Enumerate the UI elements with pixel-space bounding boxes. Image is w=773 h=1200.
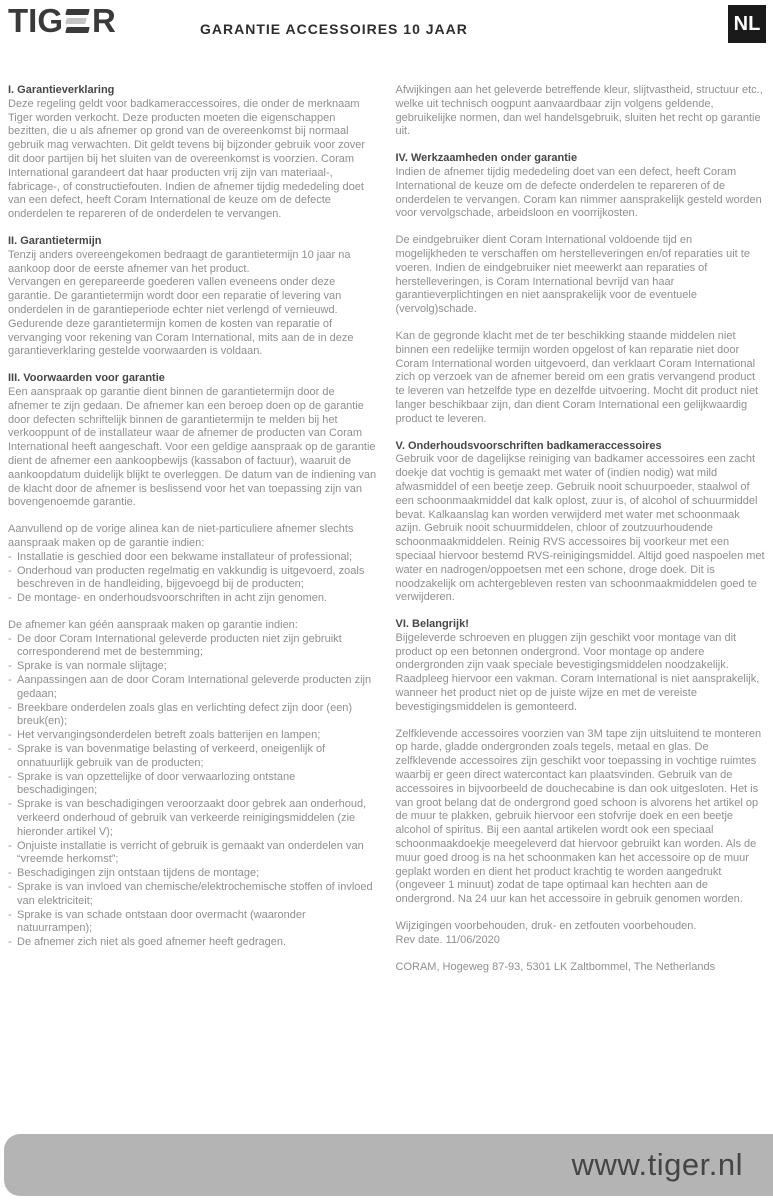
paragraph: De eindgebruiker dient Coram International voldoende tijd en mogelijkheden te verschaffen om herstelleveringen en/of reparaties uit te voeren. Indien de eindgebruiker niet meewerkt aan reparaties of herstelleveringen, is Coram International bevrijd van haar garantieverplichtingen en niet aansprakelijk voor de eventuele (vervolg)schade. <box>395 234 750 316</box>
list-item: - Sprake is van opzettelijke of door verwaarlozing ontstane beschadigingen; <box>8 771 378 799</box>
list-item: - Aanpassingen aan de door Coram International geleverde producten zijn gedaan; <box>8 674 378 702</box>
blank-line <box>396 605 766 618</box>
paragraph: Vervangen en gerepareerde goederen vallen eveneens onder deze garantie. De garantietermijn wordt door een reparatie of levering van onderdelen in de garantieperiode echter niet verlengd of vernieuwd. <box>8 276 342 316</box>
paragraph: Gebruik voor de dagelijkse reiniging van badkamer accessoires een zacht doekje dat vochtig is gemaakt met water of (indien nodig) wat mild afwasmiddel of een beetje zeep. Gebruik nooit schuurpoeder, staalwol of een schoonmaakmiddel dat kalk oplost, zuur is, of alcohol of schuurmiddel bevat. Kalkaanslag kan worden verwijderd met water met schoonmaak azijn. Gebruik nooit schuurmiddelen, chloor of zoutzuurhoudende schoonmaakmiddelen. Reinig RVS accessoires bij voorkeur met een speciaal hiervoor bestemd RVS-reinigingsmiddel. Altijd goed naspoelen met water en nadrogen/oppoetsen met een schone, droge doek. Dit is noodzakelijk om achtergebleven resten van schoonmaakmiddelen goed te verwijderen. <box>395 453 765 604</box>
blank-line <box>8 359 378 372</box>
blank-line <box>8 606 378 619</box>
list-item: - Sprake is van schade ontstaan door overmacht (waaronder natuurrampen); <box>8 909 378 937</box>
logo-bar-bottom <box>65 27 89 33</box>
list-item: - De montage- en onderhoudsvoorschriften in acht zijn genomen. <box>8 592 378 606</box>
blank-line <box>8 510 378 523</box>
list-item: - Sprake is van bovenmatige belasting of verkeerd, oneigenlijk of onnatuurlijk gebruik van de producten; <box>8 743 378 771</box>
logo-bar-middle <box>65 18 86 24</box>
list-item: - Onderhoud van producten regelmatig en vakkundig is uitgevoerd, zoals beschreven in de handleiding, bijgevoegd bij de producten; <box>8 565 378 593</box>
paragraph: Een aanspraak op garantie dient binnen de garantietermijn door de afnemer te zijn gedaan. De afnemer kan een beroep doen op de garantie door defecten schriftelijk binnen de garantietermijn te melden bij het verkooppunt of de installateur waar de afnemer de producten van Coram International heeft aangeschaft. Voor een geldige aanspraak op de garantie dient de afnemer een aankoopbewijs (kassabon of factuur), waaruit de aankoopdatum duidelijk blijkt te overleggen. De datum van de indiening van de klacht door de afnemer is beslissend voor het van toepassing zijn van bovengenoemde garantie. <box>8 385 377 509</box>
paragraph: De afnemer kan géén aanspraak maken op garantie indien: <box>8 618 298 631</box>
paragraph: Gedurende deze garantietermijn komen de kosten van reparatie of vervanging voor rekening van Coram International, mits aan de in deze garantieverklaring gestelde voorwaarden is voldaan. <box>8 317 354 358</box>
section-heading: III. Voorwaarden voor garantie <box>8 372 165 385</box>
document-header <box>0 0 773 50</box>
tiger-logo <box>8 4 116 37</box>
paragraph: Wijzigingen voorbehouden, druk- en zetfouten voorbehouden. <box>395 920 697 933</box>
logo-bar-top <box>65 9 89 15</box>
list-item: - Onjuiste installatie is verricht of gebruik is gemaakt van onderdelen van “vreemde herkomst”; <box>8 840 378 868</box>
paragraph: Rev date. 11/06/2020 <box>395 933 500 946</box>
blank-line <box>396 139 766 152</box>
conditions-list <box>8 633 378 950</box>
language-badge: NL <box>728 5 766 43</box>
list-item: - Installatie is geschied door een bekwame installateur of professional; <box>8 551 378 565</box>
paragraph: Bijgeleverde schroeven en pluggen zijn geschikt voor montage van dit product op een betonnen ondergrond. Voor montage op andere ondergronden zijn vaak speciale bevestigingsmiddelen noodzakelijk. Raadpleeg hiervoor een vakman. Coram International is niet aansprakelijk, wanneer het product niet op de juiste wijze en met de vereiste bevestigingsmiddelen is gemonteerd. <box>395 631 760 713</box>
section-heading: II. Garantietermijn <box>8 234 102 247</box>
right-column <box>396 84 766 974</box>
paragraph: Afwijkingen aan het geleverde betreffende kleur, slijtvastheid, structuur etc., welke uit technisch oogpunt aanvaardbaar zijn volgens geldende, gebruikelijke normen, dan wel handelsgebruik, sluiten het recht op garantie uit. <box>395 84 763 138</box>
document-body <box>0 84 773 974</box>
blank-line <box>396 907 766 920</box>
paragraph: Deze regeling geldt voor badkameraccessoires, die onder de merknaam Tiger worden verkocht. Deze producten moeten die eigenschappen bezitten, die u als afnemer op grond van de overeenkomst bij normaal gebruik mag verwachten. Dit geldt tevens bij bijzonder gebruik voor zover dit door partijen bij het sluiten van de overeenkomst is voorzien. Coram International garandeert dat haar producten vrij zijn van materiaal-, fabricage-, of constructiefouten. Indien de afnemer tijdig mededeling doet van een defect, heeft Coram International de keuze om de defecte onderdelen te repareren of de onderdelen te vervangen. <box>8 97 366 221</box>
section-heading: VI. Belangrijk! <box>395 618 469 631</box>
blank-line <box>396 948 766 961</box>
list-item: - Sprake is van normale slijtage; <box>8 660 378 674</box>
paragraph: CORAM, Hogeweg 87-93, 5301 LK Zaltbommel, The Netherlands <box>395 960 716 973</box>
tiger-logo-e-bars-icon <box>66 9 89 33</box>
tiger-logo-text-suffix: R <box>92 2 116 39</box>
section-heading: IV. Werkzaamheden onder garantie <box>395 152 578 165</box>
list-item: - Sprake is van beschadigingen veroorzaakt door gebrek aan onderhoud, verkeerd onderhoud of gebruik van verkeerde reinigingsmiddelen (zie hieronder artikel V); <box>8 798 378 839</box>
paragraph: Aanvullend op de vorige alinea kan de niet-particuliere afnemer slechts aanspraak maken op de garantie indien: <box>8 523 354 549</box>
blank-line <box>396 427 766 440</box>
list-item: - Het vervangingsonderdelen betreft zoals batterijen en lampen; <box>8 729 378 743</box>
blank-line <box>396 715 766 728</box>
paragraph: Kan de gegronde klacht met de ter beschikking staande middelen niet binnen een redelijke termijn worden opgelost of kan reparatie niet door Coram International worden uitgevoerd, dan verklaart Coram International zich op verzoek van de afnemer bereid om een gratis vervangend product te leveren van hetzelfde type en dezelfde uitvoering. Mocht dit product niet langer beschikbaar zijn, dan dient Coram International een gelijkwaardig product te leveren. <box>395 329 759 425</box>
list-item: - De afnemer zich niet als goed afnemer heeft gedragen. <box>8 936 378 950</box>
conditions-list <box>8 551 378 606</box>
list-item: - Beschadigingen zijn ontstaan tijdens de montage; <box>8 867 378 881</box>
paragraph: Tenzij anders overeengekomen bedraagt de garantietermijn 10 jaar na aankoop door de eerste afnemer van het product. <box>8 248 351 275</box>
paragraph: Indien de afnemer tijdig mededeling doet van een defect, heeft Coram International de keuze om de defecte onderdelen te repareren of de onderdelen te vervangen. Coram kan nimmer aansprakelijk gesteld worden voor vervolgschade, arbeidsloon en voorrijkosten. <box>395 165 762 220</box>
blank-line <box>396 221 766 234</box>
section-heading: I. Garantieverklaring <box>8 84 115 96</box>
left-column <box>8 84 378 974</box>
footer-bar <box>4 1134 773 1196</box>
list-item: - De door Coram International geleverde producten niet zijn gebruikt corresponderend met de bestemming; <box>8 633 378 661</box>
tiger-logo-text-prefix: TIG <box>8 2 63 39</box>
blank-line <box>396 317 766 330</box>
section-heading: V. Onderhoudsvoorschriften badkameraccessoires <box>395 439 662 452</box>
list-item: - Breekbare onderdelen zoals glas en verlichting defect zijn door (een) breuk(en); <box>8 702 378 730</box>
website-url: www.tiger.nl <box>571 1147 743 1182</box>
page-title: GARANTIE ACCESSOIRES 10 JAAR <box>200 21 468 37</box>
list-item: - Sprake is van invloed van chemische/elektrochemische stoffen of invloed van elektriciteit; <box>8 881 378 909</box>
blank-line <box>8 222 378 235</box>
paragraph: Zelfklevende accessoires voorzien van 3M tape zijn uitsluitend te monteren op harde, gladde ondergronden zoals tegels, metaal en glas. De zelfklevende accessoires zijn geschikt voor toepassing in vochtige ruimtes waarbij er geen direct watercontact kan plaatsvinden. Gebruik van de accessoires in bijvoorbeeld de douchecabine is dan ook uitgesloten. Het is van groot belang dat de ondergrond goed schoon is alvorens het artikel op de muur te plakken, gebruik hiervoor een stofvrije doek en een beetje alcohol of spiritus. Bij een aantal artikelen wordt ook een speciaal schoonmaakdoekje meegeleverd dat hiervoor gebruikt kan worden. Als de muur goed droog is na het schoonmaken kan het accessoire op de muur geplakt worden en dient het product krachtig te worden aangedrukt (ongeveer 1 minuut) zodat de tape optimaal kan hechten aan de ondergrond. Na 24 uur kan het accessoire in gebruik genomen worden. <box>395 727 762 906</box>
